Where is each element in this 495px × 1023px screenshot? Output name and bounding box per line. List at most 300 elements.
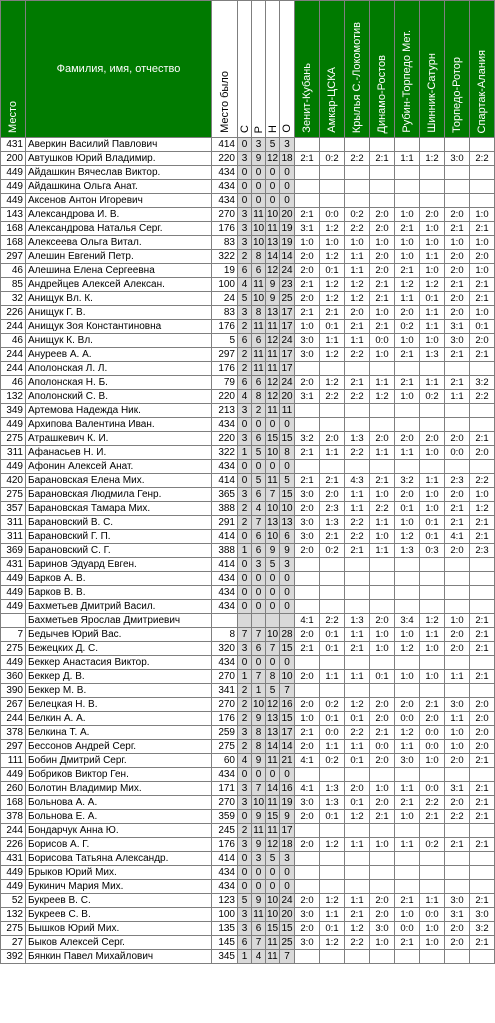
stat-r-cell: 7 <box>252 628 266 642</box>
score-cell <box>320 558 345 572</box>
score-cell <box>445 684 470 698</box>
rank-cell: 449 <box>1 460 26 474</box>
score-cell <box>470 404 495 418</box>
stat-s-cell: 2 <box>238 824 252 838</box>
score-cell: 2:1 <box>320 474 345 488</box>
stat-o-cell: 20 <box>281 909 293 920</box>
score-cell: 2:0 <box>445 292 470 306</box>
score-cell: 1:1 <box>395 740 420 754</box>
stat-o-cell: 9 <box>280 544 295 558</box>
score-cell: 2:0 <box>370 432 395 446</box>
score-cell <box>295 880 320 894</box>
score-cell <box>420 572 445 586</box>
stat-r-cell: 9 <box>252 754 266 768</box>
score-cell: 1:1 <box>320 334 345 348</box>
rank-cell: 449 <box>1 768 26 782</box>
score-cell: 2:0 <box>370 908 395 922</box>
score-cell: 1:2 <box>395 530 420 544</box>
score-cell: 2:1 <box>295 208 320 222</box>
name-cell: Артемова Надежда Ник. <box>26 404 212 418</box>
score-cell: 2:0 <box>445 796 470 810</box>
name-cell: Бессонов Андрей Серг. <box>26 740 212 754</box>
stat-n-cell: 9 <box>266 278 280 292</box>
score-cell <box>445 656 470 670</box>
score-cell: 0:2 <box>420 390 445 404</box>
stat-n-cell: 11 <box>267 363 278 374</box>
stat-o-cell: 18 <box>281 153 293 164</box>
score-cell <box>295 824 320 838</box>
place-was-cell: 5 <box>212 334 238 348</box>
rank-cell: 431 <box>1 138 26 152</box>
score-cell <box>395 950 420 964</box>
score-cell: 2:0 <box>370 222 395 236</box>
score-cell: 1:1 <box>370 516 395 530</box>
score-cell <box>345 852 370 866</box>
stat-n-cell: 0 <box>266 418 280 432</box>
name-cell: Аксенов Антон Игоревич <box>26 194 212 208</box>
table-row <box>1 824 495 838</box>
stat-s-cell: 2 <box>238 250 252 264</box>
place-was-cell: 275 <box>212 740 238 754</box>
score-cell: 1:2 <box>320 348 345 362</box>
header-s: С <box>238 1 252 138</box>
stat-s-cell: 3 <box>238 222 252 236</box>
score-cell: 1:0 <box>420 936 445 950</box>
stat-n-cell: 12 <box>266 839 279 850</box>
table-row <box>1 572 495 586</box>
stat-n-cell: 7 <box>266 488 280 502</box>
stat-r-cell: 10 <box>252 237 265 248</box>
stat-r-cell: 0 <box>252 656 266 670</box>
score-cell: 0:0 <box>320 726 345 740</box>
stat-o-cell: 20 <box>281 391 293 402</box>
score-cell: 1:1 <box>345 502 370 516</box>
score-cell <box>345 404 370 418</box>
score-cell <box>445 180 470 194</box>
place-was-cell: 434 <box>212 180 238 194</box>
stat-s-cell: 0 <box>238 656 252 670</box>
stat-n-cell: 11 <box>267 321 278 332</box>
score-cell <box>295 684 320 698</box>
score-cell: 1:1 <box>345 894 370 908</box>
stat-n-cell: 12 <box>266 699 279 710</box>
score-cell: 2:1 <box>395 376 420 390</box>
score-cell: 3:1 <box>445 782 470 796</box>
score-cell: 2:1 <box>345 320 370 334</box>
score-cell: 2:0 <box>445 628 470 642</box>
stat-o-cell: 20 <box>281 209 293 220</box>
score-cell: 2:0 <box>370 208 395 222</box>
stat-s-cell: 4 <box>238 754 252 768</box>
score-cell <box>295 600 320 614</box>
score-cell <box>395 600 420 614</box>
score-cell: 0:2 <box>395 320 420 334</box>
score-cell: 2:0 <box>395 432 420 446</box>
table-row <box>1 138 495 152</box>
place-was-cell: 19 <box>212 264 238 278</box>
score-cell <box>370 866 395 880</box>
score-cell: 1:2 <box>320 222 345 236</box>
name-cell: Букреев В. С. <box>26 894 212 908</box>
score-cell: 1:0 <box>295 320 320 334</box>
score-cell <box>395 362 420 376</box>
score-cell <box>295 656 320 670</box>
stat-s-cell: 0 <box>238 180 252 194</box>
score-cell: 2:0 <box>470 250 495 264</box>
stat-n-cell: 0 <box>266 572 280 586</box>
name-cell: Букинич Мария Мих. <box>26 880 212 894</box>
score-cell: 2:0 <box>295 376 320 390</box>
score-cell <box>370 880 395 894</box>
score-cell: 2:0 <box>370 796 395 810</box>
score-cell: 1:1 <box>320 446 345 460</box>
score-cell <box>470 418 495 432</box>
score-cell: 2:2 <box>345 726 370 740</box>
score-cell <box>420 600 445 614</box>
rank-cell: 46 <box>1 264 26 278</box>
stat-s-cell: 6 <box>238 334 252 348</box>
score-cell <box>445 404 470 418</box>
table-row <box>1 740 495 754</box>
score-cell: 2:1 <box>295 278 320 292</box>
score-cell: 2:0 <box>295 670 320 684</box>
stat-o-cell: 7 <box>280 684 295 698</box>
score-cell <box>420 460 445 474</box>
stat-o-cell: 19 <box>281 237 293 248</box>
rank-cell: 226 <box>1 306 26 320</box>
score-cell <box>320 950 345 964</box>
place-was-cell: 270 <box>212 208 238 222</box>
table-row <box>1 292 495 306</box>
stat-n-cell: 0 <box>266 600 280 614</box>
score-cell: 1:0 <box>420 754 445 768</box>
score-cell: 2:0 <box>445 250 470 264</box>
score-cell <box>470 166 495 180</box>
table-row <box>1 236 495 250</box>
score-cell: 1:1 <box>345 628 370 642</box>
score-cell <box>345 138 370 152</box>
score-cell: 1:2 <box>320 936 345 950</box>
stat-n-cell: 10 <box>266 503 279 514</box>
table-row <box>1 614 495 628</box>
stat-r-cell: 11 <box>253 909 264 920</box>
score-cell <box>295 852 320 866</box>
score-cell <box>295 768 320 782</box>
rank-cell: 449 <box>1 866 26 880</box>
score-cell <box>320 866 345 880</box>
stat-o-cell: 3 <box>280 138 295 152</box>
rank-cell: 357 <box>1 502 26 516</box>
score-cell: 2:1 <box>320 306 345 320</box>
stat-n-cell: 5 <box>266 138 280 152</box>
table-row <box>1 460 495 474</box>
stat-r-cell: 0 <box>252 768 266 782</box>
place-was-cell: 345 <box>212 950 238 964</box>
stat-n-cell: 13 <box>266 517 279 528</box>
rank-cell: 244 <box>1 362 26 376</box>
stat-s-cell: 3 <box>238 404 252 418</box>
stat-r-cell: 9 <box>252 810 266 824</box>
rank-cell: 267 <box>1 698 26 712</box>
place-was-cell: 434 <box>212 600 238 614</box>
score-cell: 2:0 <box>420 208 445 222</box>
place-was-cell: 220 <box>212 432 238 446</box>
name-cell: Белкина Т. А. <box>26 726 212 740</box>
score-cell: 2:1 <box>445 516 470 530</box>
stat-n-cell: 9 <box>266 544 280 558</box>
name-cell: Барановская Людмила Генр. <box>26 488 212 502</box>
score-cell <box>320 600 345 614</box>
score-cell: 3:0 <box>295 488 320 502</box>
stat-r-cell: 10 <box>252 699 265 710</box>
score-cell: 1:3 <box>420 348 445 362</box>
score-cell <box>420 866 445 880</box>
score-cell <box>420 684 445 698</box>
score-cell: 1:2 <box>345 292 370 306</box>
table-row <box>1 362 495 376</box>
table-row <box>1 600 495 614</box>
header-match-3: Крылья С.-Локомотив <box>345 1 370 138</box>
name-cell: Афонин Алексей Анат. <box>26 460 212 474</box>
stat-r-cell: 0 <box>252 866 266 880</box>
score-cell: 0:2 <box>320 152 345 166</box>
score-cell: 2:2 <box>345 516 370 530</box>
place-was-cell <box>212 614 238 628</box>
stat-s-cell: 3 <box>238 782 252 796</box>
stat-n-cell: 10 <box>266 447 279 458</box>
name-cell: Букреев С. В. <box>26 908 212 922</box>
score-cell: 1:2 <box>395 642 420 656</box>
rank-cell: 275 <box>1 432 26 446</box>
score-cell <box>395 558 420 572</box>
score-cell <box>295 558 320 572</box>
score-cell <box>395 586 420 600</box>
score-cell: 0:2 <box>345 208 370 222</box>
score-cell: 2:0 <box>370 712 395 726</box>
place-was-cell: 434 <box>212 194 238 208</box>
score-cell: 1:1 <box>370 544 395 558</box>
score-cell: 1:3 <box>345 432 370 446</box>
score-cell: 2:2 <box>345 390 370 404</box>
score-cell: 1:0 <box>295 712 320 726</box>
stat-o-cell: 16 <box>281 699 293 710</box>
name-cell: Больнова А. А. <box>26 796 212 810</box>
stat-n-cell: 15 <box>266 923 279 934</box>
stat-s-cell: 4 <box>238 278 252 292</box>
score-cell: 2:2 <box>470 390 495 404</box>
stat-o-cell: 15 <box>281 489 293 500</box>
stat-s-cell: 2 <box>238 516 252 530</box>
score-cell <box>320 880 345 894</box>
stat-s-cell: 3 <box>238 306 252 320</box>
stat-s-cell: 0 <box>238 586 252 600</box>
score-cell: 2:1 <box>320 530 345 544</box>
score-cell <box>395 656 420 670</box>
score-cell: 0:1 <box>470 320 495 334</box>
table-row <box>1 558 495 572</box>
place-was-cell: 434 <box>212 866 238 880</box>
name-cell: Анищук К. Вл. <box>26 334 212 348</box>
stat-n-cell: 12 <box>266 153 279 164</box>
score-cell <box>320 656 345 670</box>
stat-n-cell: 11 <box>267 405 278 416</box>
stat-s-cell <box>238 614 252 628</box>
stat-n-cell: 11 <box>267 755 278 766</box>
stat-s-cell: 0 <box>238 572 252 586</box>
score-cell: 3:2 <box>470 922 495 936</box>
stat-r-cell: 6 <box>252 642 266 656</box>
stat-n-cell: 7 <box>266 642 280 656</box>
score-cell: 1:2 <box>345 698 370 712</box>
score-cell: 1:0 <box>370 306 395 320</box>
score-cell: 1:1 <box>345 740 370 754</box>
score-cell: 3:1 <box>295 390 320 404</box>
stat-r-cell: 11 <box>253 321 264 332</box>
score-cell <box>295 460 320 474</box>
score-cell: 0:3 <box>420 544 445 558</box>
stat-o-cell: 23 <box>281 279 293 290</box>
score-cell <box>320 572 345 586</box>
score-cell: 2:1 <box>470 348 495 362</box>
stat-s-cell: 0 <box>238 460 252 474</box>
rank-cell: 311 <box>1 530 26 544</box>
place-was-cell: 365 <box>212 488 238 502</box>
name-cell: Больнова Е. А. <box>26 810 212 824</box>
stat-r-cell: 10 <box>252 223 265 234</box>
score-cell: 1:0 <box>295 236 320 250</box>
rank-cell: 85 <box>1 278 26 292</box>
place-was-cell: 145 <box>212 936 238 950</box>
score-cell: 2:1 <box>395 894 420 908</box>
score-cell: 2:0 <box>295 698 320 712</box>
score-cell: 2:2 <box>345 222 370 236</box>
stat-r-cell: 0 <box>252 418 266 432</box>
score-cell: 0:0 <box>395 922 420 936</box>
stat-s-cell: 5 <box>238 292 252 306</box>
name-cell: Беккер М. В. <box>26 684 212 698</box>
score-cell: 2:1 <box>395 348 420 362</box>
score-cell: 2:0 <box>370 614 395 628</box>
score-cell <box>370 656 395 670</box>
name-cell: Болотин Владимир Мих. <box>26 782 212 796</box>
stat-r-cell: 1 <box>252 684 266 698</box>
score-cell: 0:1 <box>320 712 345 726</box>
stat-o-cell: 0 <box>280 586 295 600</box>
stat-s-cell: 5 <box>238 894 252 908</box>
table-row <box>1 726 495 740</box>
table-row <box>1 880 495 894</box>
header-match-1: Зенит-Кубань <box>295 1 320 138</box>
score-cell: 0:1 <box>395 502 420 516</box>
score-cell: 1:2 <box>420 278 445 292</box>
score-cell <box>445 362 470 376</box>
score-cell: 2:0 <box>445 432 470 446</box>
table-row <box>1 922 495 936</box>
stat-r-cell: 8 <box>252 740 266 754</box>
score-cell: 1:1 <box>420 306 445 320</box>
score-cell: 1:0 <box>370 348 395 362</box>
score-cell: 1:0 <box>445 236 470 250</box>
score-cell: 3:0 <box>470 908 495 922</box>
score-cell: 0:0 <box>420 782 445 796</box>
rank-cell: 168 <box>1 236 26 250</box>
stat-s-cell: 3 <box>238 236 252 250</box>
rank-cell: 132 <box>1 390 26 404</box>
stat-s-cell: 1 <box>238 544 252 558</box>
score-cell: 3:1 <box>445 908 470 922</box>
table-row <box>1 474 495 488</box>
stat-n-cell: 10 <box>266 209 279 220</box>
score-cell: 1:0 <box>420 334 445 348</box>
score-cell: 2:1 <box>470 670 495 684</box>
score-cell: 2:1 <box>445 838 470 852</box>
stat-o-cell: 0 <box>280 418 295 432</box>
stat-n-cell: 13 <box>266 307 279 318</box>
table-body <box>1 138 495 964</box>
score-cell: 1:0 <box>420 236 445 250</box>
score-cell <box>470 586 495 600</box>
table-row <box>1 250 495 264</box>
place-was-cell: 135 <box>212 922 238 936</box>
place-was-cell: 434 <box>212 586 238 600</box>
stat-n-cell: 11 <box>267 825 278 836</box>
stat-o-cell: 0 <box>280 880 295 894</box>
score-cell: 3:0 <box>295 348 320 362</box>
rank-cell: 420 <box>1 474 26 488</box>
place-was-cell: 341 <box>212 684 238 698</box>
score-cell: 2:1 <box>345 642 370 656</box>
stat-n-cell: 10 <box>266 895 279 906</box>
stat-o-cell: 11 <box>280 404 295 418</box>
stat-r-cell: 0 <box>252 460 266 474</box>
stat-n-cell: 13 <box>266 727 279 738</box>
stat-r-cell: 0 <box>252 880 266 894</box>
score-cell: 1:1 <box>395 152 420 166</box>
stat-o-cell: 15 <box>281 713 293 724</box>
score-cell: 4:1 <box>445 530 470 544</box>
score-cell: 2:1 <box>345 908 370 922</box>
place-was-cell: 434 <box>212 880 238 894</box>
name-cell: Барановская Тамара Мих. <box>26 502 212 516</box>
score-cell: 1:0 <box>395 208 420 222</box>
score-cell <box>320 138 345 152</box>
stat-s-cell: 1 <box>238 446 252 460</box>
score-cell: 2:0 <box>470 726 495 740</box>
score-cell: 2:1 <box>470 516 495 530</box>
score-cell <box>470 950 495 964</box>
score-cell <box>470 180 495 194</box>
rank-cell: 431 <box>1 852 26 866</box>
score-cell: 2:1 <box>295 474 320 488</box>
score-cell: 2:0 <box>420 432 445 446</box>
score-cell <box>320 166 345 180</box>
score-cell: 1:2 <box>345 278 370 292</box>
score-cell: 0:1 <box>320 642 345 656</box>
score-cell <box>420 880 445 894</box>
score-cell: 0:1 <box>370 670 395 684</box>
stat-o-cell: 24 <box>281 265 293 276</box>
stat-s-cell: 3 <box>238 208 252 222</box>
stat-o-cell: 0 <box>280 194 295 208</box>
score-cell <box>345 460 370 474</box>
stat-s-cell: 0 <box>238 768 252 782</box>
score-cell <box>295 138 320 152</box>
score-cell: 1:2 <box>320 838 345 852</box>
stat-s-cell: 2 <box>238 698 252 712</box>
score-cell: 0:0 <box>320 208 345 222</box>
stat-o-cell: 24 <box>281 377 293 388</box>
score-cell <box>420 656 445 670</box>
